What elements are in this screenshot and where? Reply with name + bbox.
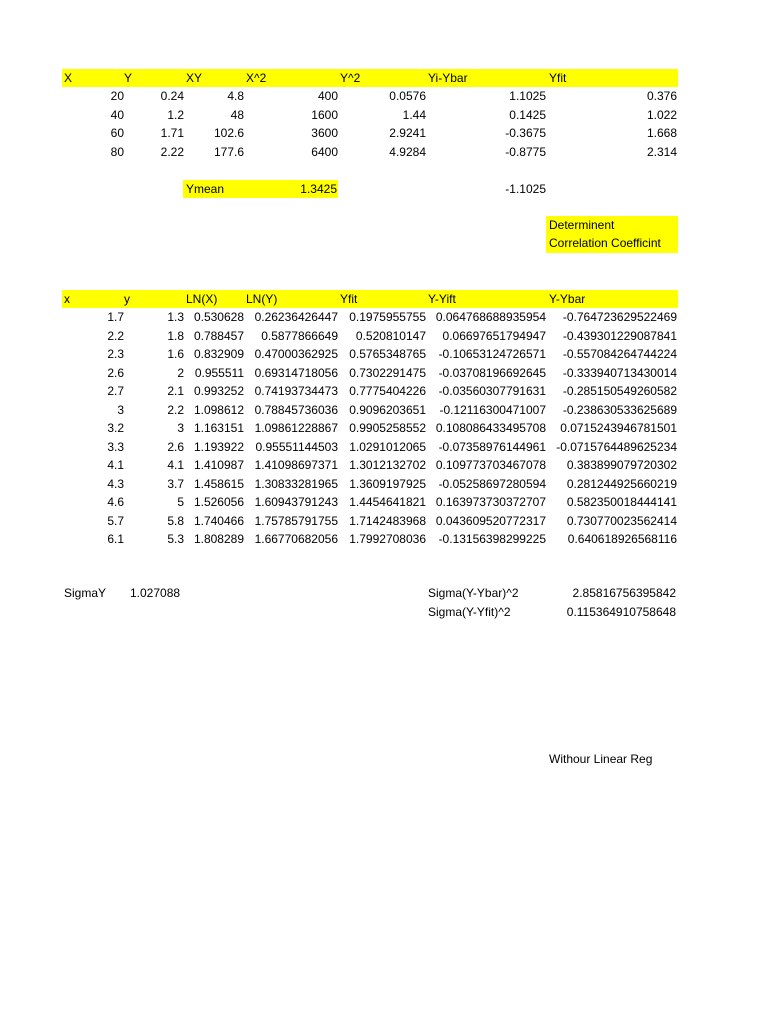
table2-cell: 5.7 — [107, 513, 124, 528]
table2-cell: 1.6 — [167, 347, 184, 361]
table2-cell: 0.0715243946781501 — [560, 421, 677, 435]
table2-cell: 0.9905258552 — [349, 421, 426, 435]
table1-cell: 1.2 — [167, 107, 184, 122]
table2-cell: 1.7142483968 — [349, 513, 426, 528]
table2-cell: 0.78845736036 — [254, 402, 338, 417]
table1-header-x: X — [64, 71, 73, 85]
table1-cell: 1.44 — [402, 107, 426, 122]
table2-cell: 0.74193734473 — [254, 384, 338, 398]
table2-cell: 4.1 — [167, 458, 184, 472]
table1-cell: 2.314 — [646, 144, 677, 159]
table2-cell: -0.07358976144961 — [438, 439, 546, 454]
table2-cell: 5.3 — [167, 532, 184, 546]
table2-cell: -0.764723629522469 — [562, 310, 677, 324]
table1-cell: 400 — [317, 89, 338, 103]
table2-cell: 4.1 — [107, 458, 124, 472]
table2-cell: 0.530628 — [193, 310, 244, 324]
table2-cell: 1.7 — [107, 310, 124, 324]
table2-cell: 1.09861228867 — [254, 421, 338, 435]
table2-cell: -0.439301229087841 — [562, 328, 677, 343]
table2-cell: 2.7 — [107, 384, 124, 398]
table1-cell: 2.9241 — [389, 126, 426, 140]
table2-cell: 2.1 — [167, 384, 184, 398]
sigma-y-yfit-value: 0.115364910758648 — [566, 605, 676, 619]
table2-cell: 1.3012132702 — [349, 458, 426, 472]
table1-cell: 4.8 — [227, 89, 244, 103]
table2-cell: -0.13156398299225 — [438, 532, 546, 546]
table2-cell: 1.30833281965 — [254, 476, 338, 491]
table2-cell: 3.2 — [107, 421, 124, 435]
table2-cell: 2.2 — [167, 402, 184, 417]
table1-header-y2: Y^2 — [340, 71, 361, 85]
table1-header-highlight — [62, 69, 678, 87]
table2-cell: 0.108086433495708 — [435, 421, 546, 435]
table2-cell: -0.05258697280594 — [438, 476, 546, 491]
table2-cell: 0.9096203651 — [349, 402, 426, 417]
table2-cell: 0.26236426447 — [254, 310, 338, 324]
table2-cell: 0.109773703467078 — [435, 458, 546, 472]
table2-cell: 3.3 — [107, 439, 124, 454]
table1-cell: 4.9284 — [389, 144, 426, 159]
ymean-label: Ymean — [186, 182, 225, 196]
table2-header-ln-x: LN(X) — [186, 292, 218, 306]
table2-cell: 0.955511 — [194, 365, 244, 380]
table1-cell: 102.6 — [213, 126, 244, 140]
sigmay-value: 1.027088 — [130, 586, 181, 600]
table2-cell: 0.163973730372707 — [435, 495, 546, 509]
table2-cell: -0.03708196692645 — [438, 365, 546, 380]
table2-cell: 0.832909 — [193, 347, 244, 361]
sigmay-label: SigmaY — [64, 586, 107, 600]
table2-cell: 0.7302291475 — [349, 365, 426, 380]
yi-ybar-sum: -1.1025 — [505, 182, 546, 196]
table2-cell: 1.3 — [167, 310, 184, 324]
table2-cell: 1.60943791243 — [254, 495, 338, 509]
correlation-label: Correlation Coefficint — [549, 236, 661, 250]
table2-cell: 0.281244925660219 — [566, 476, 677, 491]
table2-cell: 1.526056 — [193, 495, 244, 509]
table2-cell: 1.163151 — [193, 421, 244, 435]
table2-cell: 5 — [177, 495, 184, 509]
table2-cell: 0.06697651794947 — [442, 328, 546, 343]
table2-cell: 1.3609197925 — [349, 476, 426, 491]
table2-cell: 0.582350018444141 — [566, 495, 677, 509]
without-linear-reg-note: Withour Linear Reg — [549, 752, 653, 766]
table2-header-x: x — [64, 292, 70, 306]
table2-header-highlight — [62, 290, 678, 308]
table2-header-ln-y: LN(Y) — [246, 292, 278, 306]
table2-cell: -0.557084264744224 — [562, 347, 677, 361]
table2-cell: 2 — [177, 365, 184, 380]
table1-cell: 1.668 — [646, 126, 677, 140]
table2-cell: 0.5877866649 — [261, 328, 338, 343]
table1-cell: 60 — [110, 126, 124, 140]
table2-cell: -0.03560307791631 — [438, 384, 546, 398]
table2-cell: 0.788457 — [193, 328, 244, 343]
sigma-y-ybar-value: 2.85816756395842 — [572, 586, 676, 600]
table2-cell: 1.0291012065 — [349, 439, 426, 454]
table2-cell: 1.808289 — [193, 532, 244, 546]
table2-cell: 1.75785791755 — [254, 513, 338, 528]
table2-cell: 4.6 — [107, 495, 124, 509]
table2-cell: 0.520810147 — [355, 328, 426, 343]
table1-cell: 0.0576 — [389, 89, 426, 103]
table2-cell: 0.730770023562414 — [566, 513, 677, 528]
table2-cell: 1.66770682056 — [254, 532, 338, 546]
table1-header-yi-ybar: Yi-Ybar — [428, 71, 468, 85]
table2-cell: 0.383899079720302 — [566, 458, 677, 472]
table1-header-yfit: Yfit — [549, 71, 567, 85]
table2-cell: 0.7775404226 — [349, 384, 426, 398]
table2-cell: 2.6 — [167, 439, 184, 454]
table1-cell: 1.71 — [160, 126, 184, 140]
table1-header-x2: X^2 — [246, 71, 267, 85]
table1-cell: 1600 — [311, 107, 338, 122]
table2-header-y: y — [124, 292, 130, 306]
table2-cell: -0.333940713430014 — [562, 365, 677, 380]
table1-cell: -0.8775 — [505, 144, 546, 159]
table2-cell: 0.47000362925 — [254, 347, 338, 361]
table2-cell: 0.69314718056 — [254, 365, 338, 380]
table2-cell: 0.95551144503 — [255, 439, 338, 454]
table2-cell: 1.41098697371 — [254, 458, 338, 472]
table2-cell: 1.8 — [167, 328, 184, 343]
table2-cell: 1.740466 — [193, 513, 244, 528]
table2-cell: 5.8 — [167, 513, 184, 528]
table2-cell: 0.064768688935954 — [435, 310, 546, 324]
table1-cell: 0.1425 — [509, 107, 546, 122]
table2-cell: 1.193922 — [193, 439, 244, 454]
table2-cell: 6.1 — [107, 532, 124, 546]
ymean-value: 1.3425 — [300, 182, 337, 196]
table2-cell: -0.10653124726571 — [438, 347, 546, 361]
table1-cell: 0.24 — [160, 89, 184, 103]
table2-cell: 0.043609520772317 — [435, 513, 546, 528]
table1-header-y: Y — [124, 71, 133, 85]
table2-header-y-ybar: Y-Ybar — [549, 292, 586, 306]
table1-cell: 0.376 — [646, 89, 677, 103]
table2-cell: -0.285150549260582 — [562, 384, 677, 398]
table1-cell: 3600 — [311, 126, 338, 140]
table2-cell: 2.6 — [107, 365, 124, 380]
table2-cell: 2.2 — [107, 328, 124, 343]
table1-cell: 80 — [110, 144, 124, 159]
sigma-y-ybar-label: Sigma(Y-Ybar)^2 — [428, 586, 519, 600]
table1-cell: 1.1025 — [509, 89, 546, 103]
table1-cell: 2.22 — [160, 144, 184, 159]
table2-cell: 3.7 — [167, 476, 184, 491]
table2-header-yfit: Yfit — [340, 292, 358, 306]
determinent-label: Determinent — [549, 218, 615, 232]
table2-cell: -0.0715764489625234 — [556, 439, 677, 454]
table2-cell: 0.1975955755 — [349, 310, 426, 324]
table2-cell: 0.993252 — [193, 384, 244, 398]
table2-cell: 1.458615 — [193, 476, 244, 491]
table2-cell: -0.238630533625689 — [562, 402, 677, 417]
sigma-y-yfit-label: Sigma(Y-Yfit)^2 — [428, 605, 511, 619]
table2-header-y-yift: Y-Yift — [428, 292, 456, 306]
table1-cell: 20 — [110, 89, 124, 103]
table2-cell: -0.12116300471007 — [439, 402, 546, 417]
table2-cell: 3 — [177, 421, 184, 435]
table2-cell: 3 — [117, 402, 124, 417]
table1-header-xy: XY — [186, 71, 203, 85]
table1-cell: 6400 — [311, 144, 338, 159]
table2-cell: 1.7992708036 — [349, 532, 426, 546]
table2-cell: 4.3 — [107, 476, 124, 491]
table2-cell: 0.640618926568116 — [567, 532, 677, 546]
table1-cell: 1.022 — [646, 107, 677, 122]
table2-cell: 1.4454641821 — [349, 495, 426, 509]
table1-cell: 48 — [230, 107, 244, 122]
table2-cell: 2.3 — [107, 347, 124, 361]
table1-cell: -0.3675 — [505, 126, 546, 140]
table2-cell: 0.5765348765 — [349, 347, 426, 361]
table2-cell: 1.098612 — [193, 402, 244, 417]
table1-cell: 177.6 — [213, 144, 244, 159]
table1-cell: 40 — [110, 107, 124, 122]
table2-cell: 1.410987 — [193, 458, 244, 472]
